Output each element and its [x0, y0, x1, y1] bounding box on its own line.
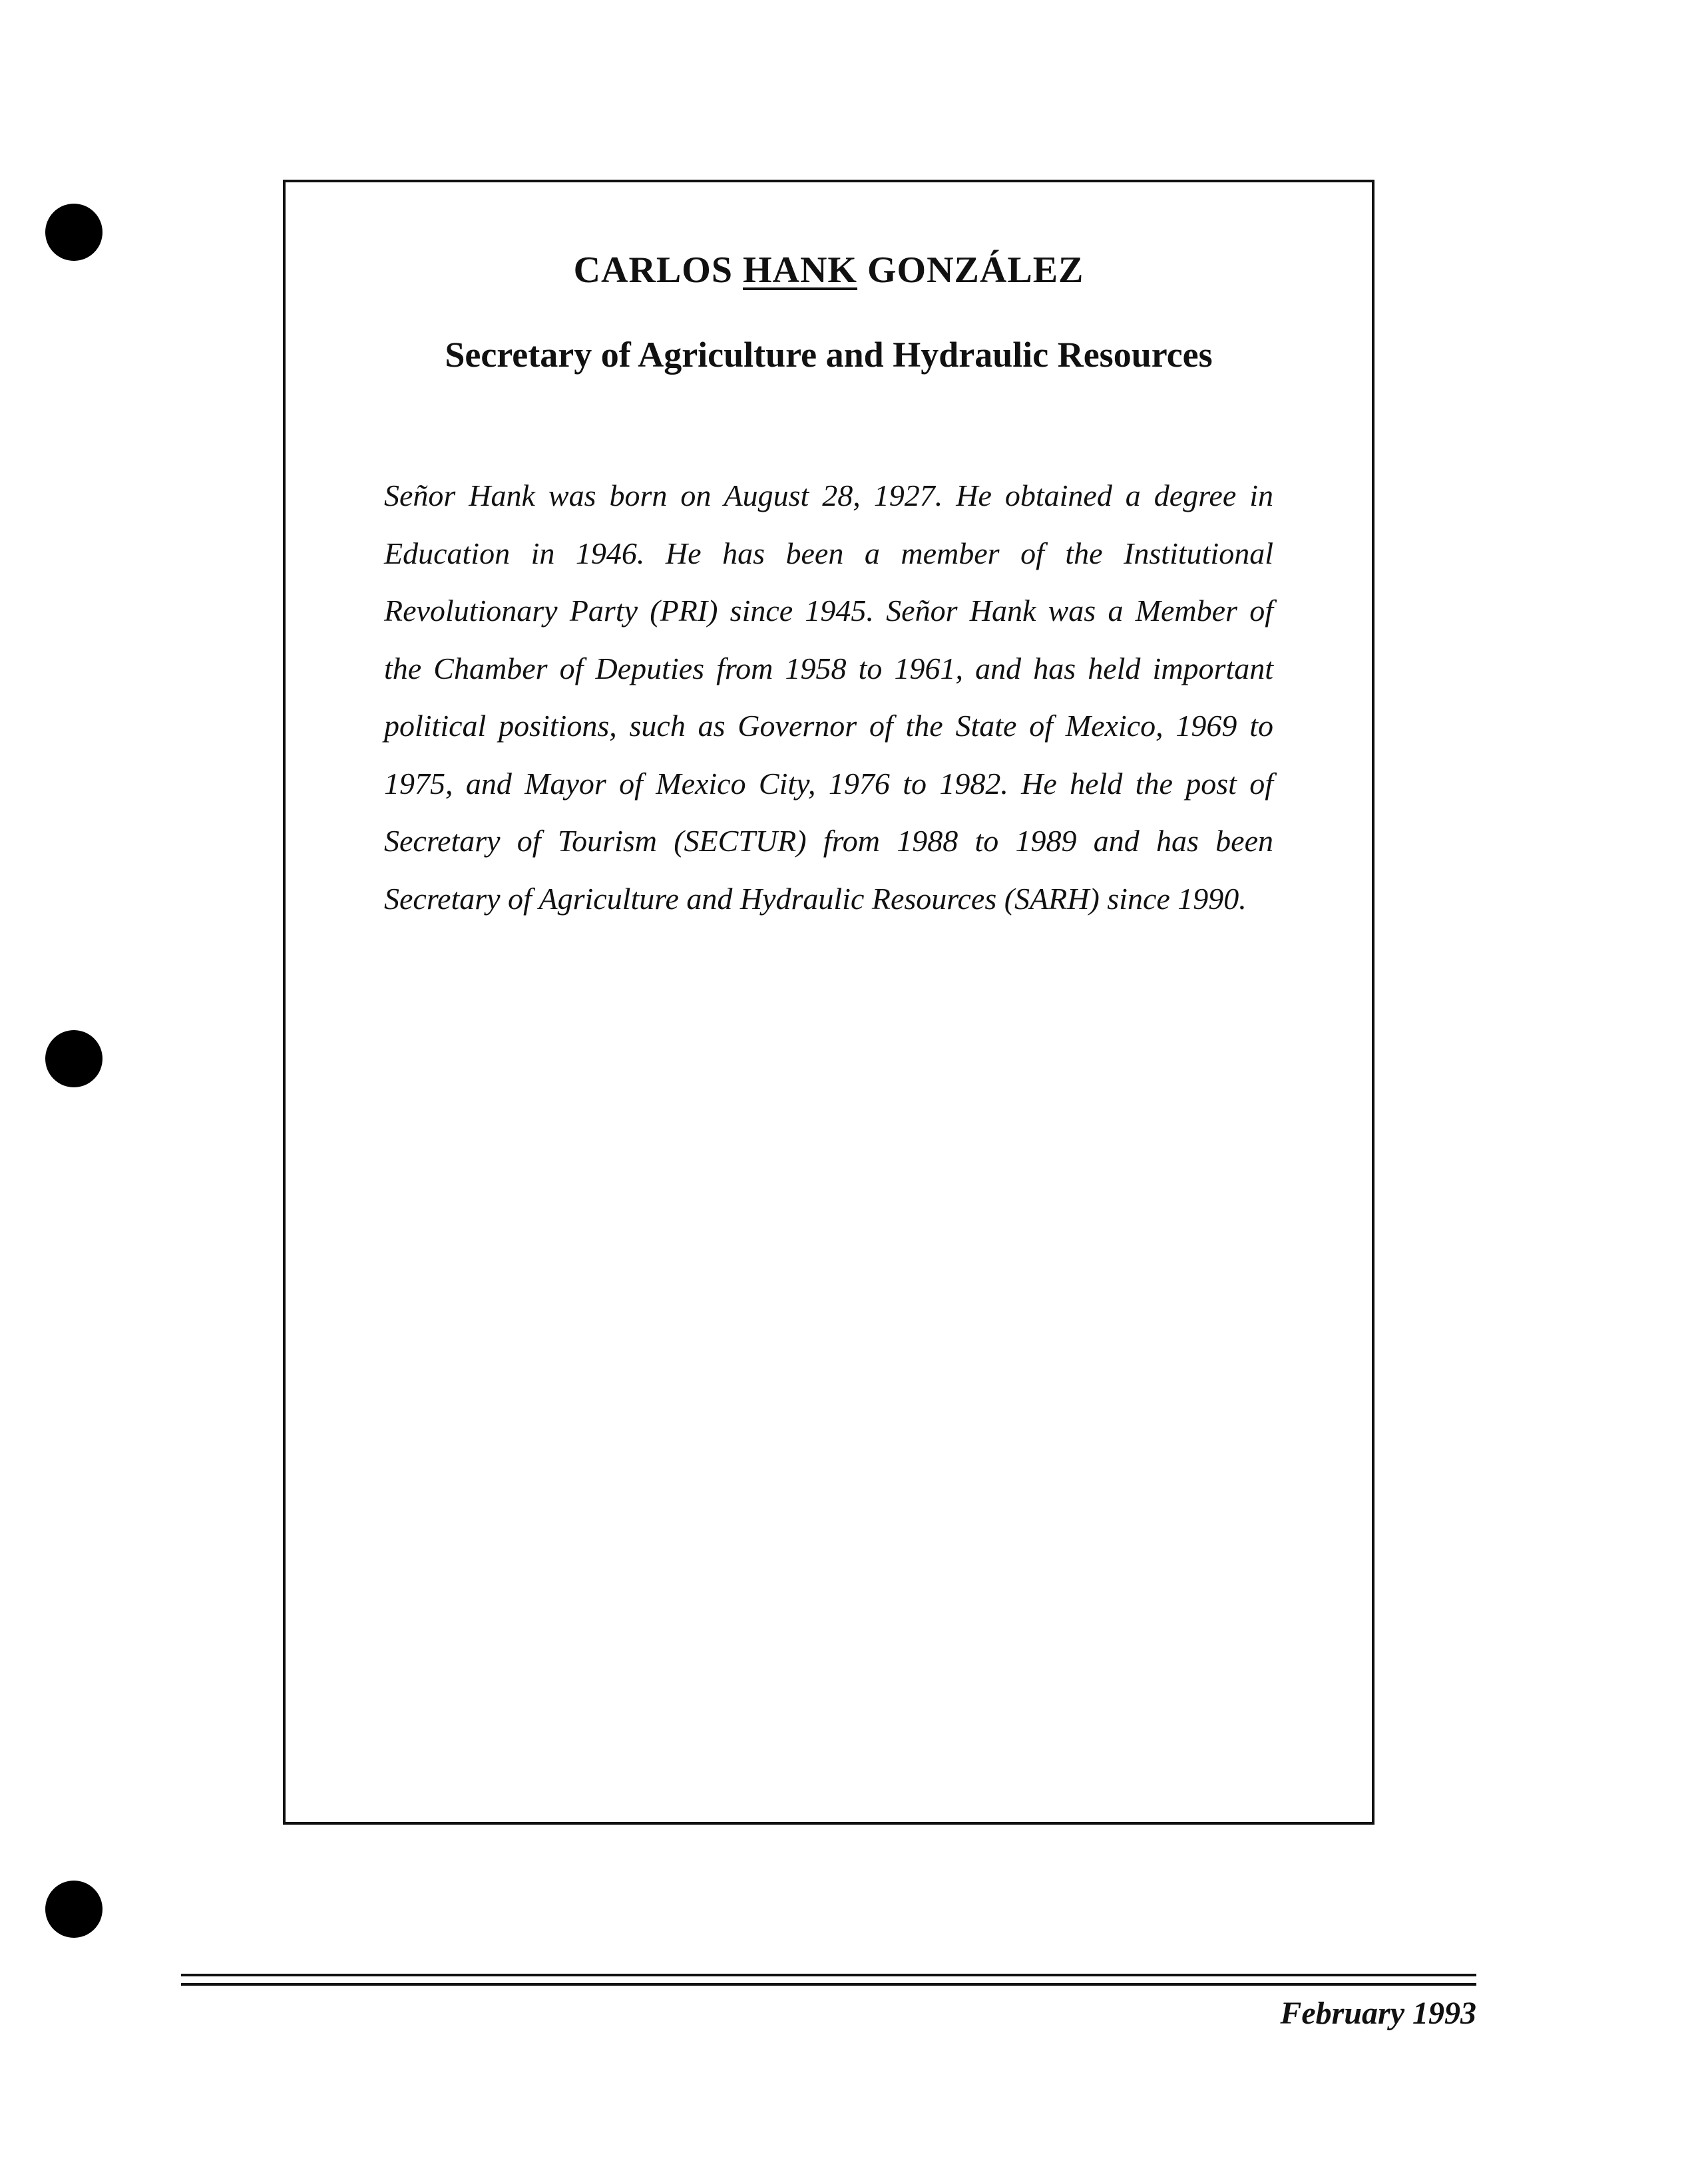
- punch-hole: [45, 1030, 103, 1087]
- person-title: Secretary of Agriculture and Hydraulic Resources: [445, 335, 1213, 375]
- biography-paragraph: Señor Hank was born on August 28, 1927. He obtained a degree in Education in 1946. He has been a member of the Institutional Revolutionary Party (PRI) since 1945. Señor Hank was a Member of the Chamber of Deputies from 1958 to 1961, and has held important political positions, such as Governor of the State of Mexico, 1969 to 1975, and Mayor of Mexico City, 1976 to 1982. He held the post of Secretary of Tourism (SECTUR) from 1988 to 1989 and has been Secretary of Agriculture and Hydraulic Resources (SARH) since 1990.: [384, 478, 1273, 916]
- person-name: [286, 249, 1372, 291]
- punch-hole: [45, 1881, 103, 1938]
- footer-rule: [181, 1983, 1476, 1986]
- punch-hole: [45, 204, 103, 261]
- footer-rule: [181, 1974, 1476, 1976]
- name-first: CARLOS: [573, 250, 733, 291]
- name-middle: HANK: [742, 250, 857, 291]
- biography-box: [283, 180, 1374, 1825]
- footer-date: February 1993: [1280, 1996, 1476, 2031]
- name-last: GONZÁLEZ: [867, 250, 1084, 291]
